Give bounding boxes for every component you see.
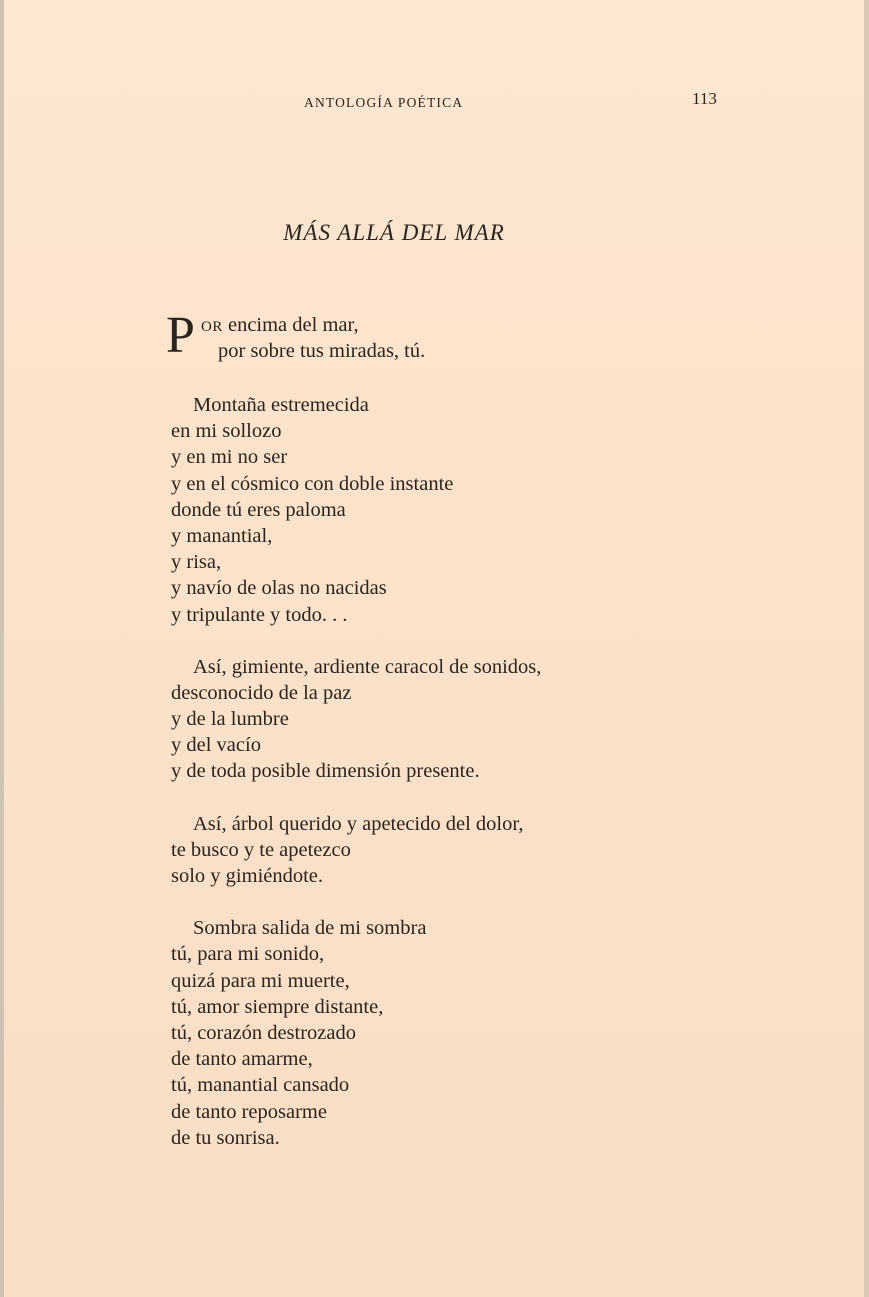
- poem-line: [201, 312, 359, 340]
- stanza: [171, 915, 791, 1151]
- poem-line: en mi sollozo: [171, 420, 282, 443]
- poem-body: [166, 307, 791, 1177]
- stanza: [166, 307, 791, 366]
- poem-line: Así, árbol querido y apetecido del dolor,: [193, 812, 524, 835]
- first-line-text: encima del mar,: [222, 314, 359, 336]
- poem-line: Montaña estremecida: [193, 394, 369, 416]
- poem-line: tú, amor siempre distante,: [171, 995, 384, 1018]
- poem-line: quizá para mi muerte,: [171, 969, 350, 992]
- poem-line: y manantial,: [171, 524, 273, 547]
- page-header: [4, 89, 869, 119]
- poem-line: tú, corazón destrozado: [171, 1021, 356, 1044]
- poem-line: y risa,: [171, 551, 222, 574]
- poem-title: MÁS ALLÁ DEL MAR: [283, 220, 505, 245]
- poem-line: Así, gimiente, ardiente caracol de sonidos,: [193, 655, 542, 678]
- poem-line: de tu sonrisa.: [171, 1126, 280, 1149]
- stanza: [171, 392, 791, 628]
- poem-line: tú, para mi sonido,: [171, 943, 325, 966]
- poem-line: por sobre tus miradas, tú.: [218, 340, 426, 362]
- small-caps-text: OR: [201, 319, 223, 335]
- poem-line: de tanto amarme,: [171, 1048, 313, 1071]
- poem-line: y del vacío: [171, 734, 261, 757]
- poem-line: y de la lumbre: [171, 708, 289, 731]
- poem-line: donde tú eres paloma: [171, 498, 346, 521]
- poem-line: y tripulante y todo. . .: [171, 603, 348, 626]
- poem-line: y navío de olas no nacidas: [171, 577, 387, 600]
- poem-line: desconocido de la paz: [171, 681, 352, 704]
- page-number: 113: [692, 89, 717, 108]
- poem-line: y en el cósmico con doble instante: [171, 472, 454, 495]
- poem-line: solo y gimiéndote.: [171, 865, 324, 887]
- poem-line: Sombra salida de mi sombra: [193, 917, 427, 940]
- poem-line: y de toda posible dimensión presente.: [171, 760, 480, 783]
- running-title: ANTOLOGÍA POÉTICA: [304, 95, 464, 110]
- poem-line: y en mi no ser: [171, 446, 288, 469]
- drop-cap: P: [166, 307, 195, 364]
- stanza: [171, 654, 791, 785]
- poem-line: de tanto reposarme: [171, 1100, 327, 1123]
- poem-line: tú, manantial cansado: [171, 1074, 350, 1097]
- poem-line: te busco y te apetezco: [171, 838, 351, 861]
- stanza: [171, 811, 791, 890]
